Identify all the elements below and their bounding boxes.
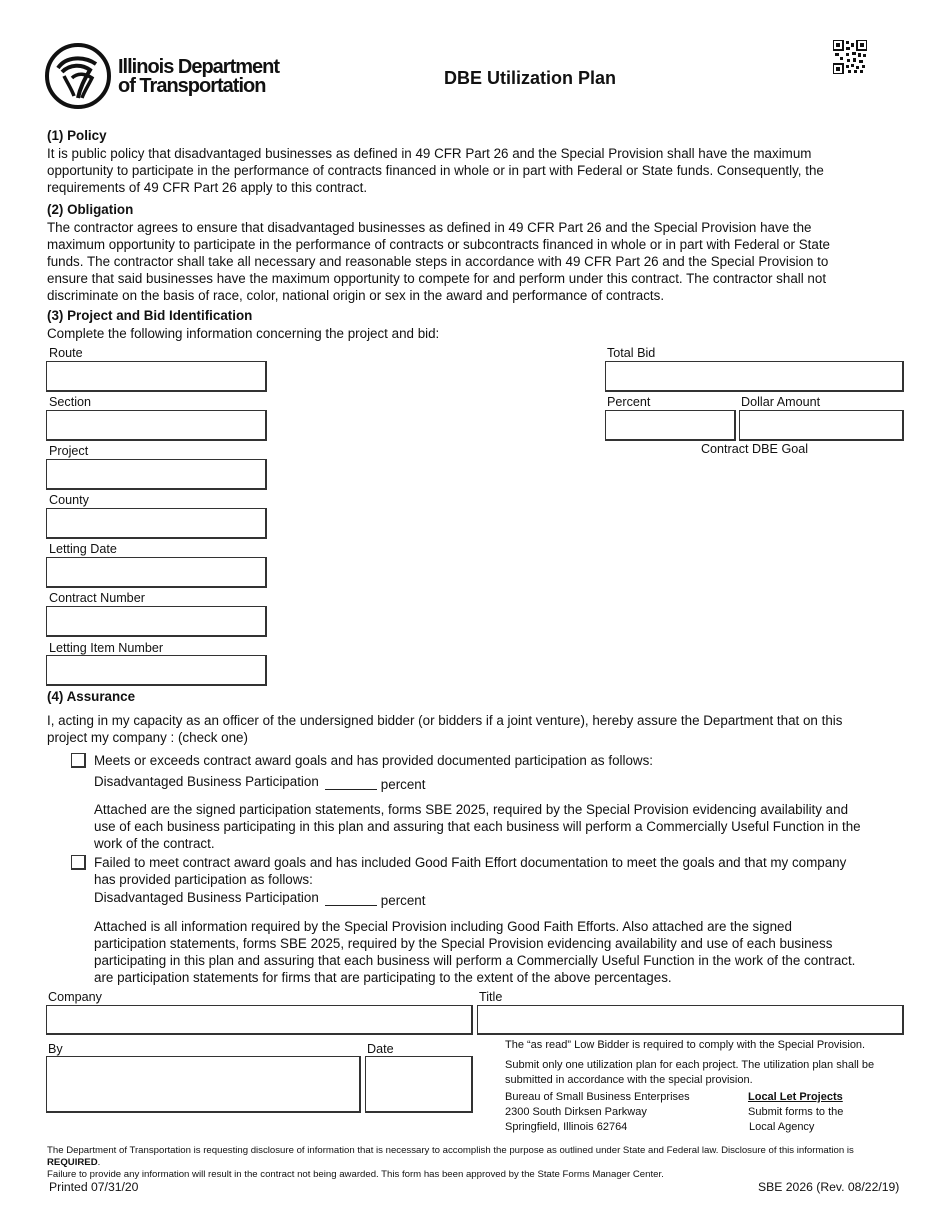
attached-line: Attached are the signed participation statements, forms SBE 2025, required by the Special Provision evidencing availability and [94, 802, 849, 817]
project-heading: (3) Project and Bid Identification [47, 308, 253, 323]
obligation-heading: (2) Obligation [47, 202, 134, 217]
form-id: SBE 2026 (Rev. 08/22/19) [758, 1180, 900, 1194]
assurance-intro-line: project my company : (check one) [47, 730, 248, 745]
contract-number-field[interactable] [46, 606, 267, 637]
bureau-street: 2300 South Dirksen Parkway [505, 1106, 647, 1118]
contract-dbe-goal-caption: Contract DBE Goal [700, 442, 809, 456]
attached-line: work of the contract. [94, 836, 215, 851]
participation-percent-input[interactable] [325, 892, 377, 906]
agency-logo [44, 42, 304, 112]
contract-number-label: Contract Number [49, 591, 145, 605]
project-intro: Complete the following information concerning the project and bid: [47, 326, 440, 341]
assurance-heading: (4) Assurance [47, 689, 136, 704]
total-bid-field[interactable] [605, 361, 904, 392]
title-label: Title [479, 990, 503, 1004]
printed-date: Printed 07/31/20 [49, 1180, 139, 1194]
total-bid-label: Total Bid [607, 346, 656, 360]
local-let-heading: Local Let Projects [748, 1091, 843, 1103]
date-field[interactable] [365, 1056, 473, 1113]
failed-goals-checkbox[interactable] [71, 855, 86, 870]
letting-item-number-field[interactable] [46, 655, 267, 686]
disclosure-line-2: Failure to provide any information will result in the contract not being awarded. This form has been approved by the State Forms Manager Center. [47, 1169, 664, 1180]
submit-note-line: Submit only one utilization plan for each project. The utilization plan shall be [505, 1059, 875, 1071]
attached-line: participation statements, forms SBE 2025, required by the Special Provision evidencing availability and use of each business [94, 936, 833, 951]
obligation-line: maximum opportunity to participate in the performance of contracts or subcontracts financed in whole or in part with Federal or State [47, 237, 830, 252]
participation-row-1 [94, 773, 425, 790]
company-field[interactable] [46, 1005, 473, 1035]
participation-label: Disadvantaged Business Participation [94, 774, 319, 789]
project-field[interactable] [46, 459, 267, 490]
section-field[interactable] [46, 410, 267, 441]
low-bidder-note: The “as read” Low Bidder is required to comply with the Special Provision. [505, 1039, 866, 1051]
section-label: Section [49, 395, 92, 409]
obligation-line: The contractor agrees to ensure that disadvantaged businesses as defined in 49 CFR Part 26 and the Special Provision have the [47, 220, 812, 235]
bureau-name: Bureau of Small Business Enterprises [505, 1091, 690, 1103]
bureau-address [505, 1090, 690, 1135]
local-let-line: Submit forms to the [748, 1106, 844, 1118]
letting-date-field[interactable] [46, 557, 267, 588]
county-field[interactable] [46, 508, 267, 539]
by-signature-field[interactable] [46, 1056, 361, 1113]
attached-line: use of each business participating in this plan and assuring that each business will perform a Commercially Useful Function in the [94, 819, 861, 834]
company-label: Company [48, 990, 102, 1004]
agency-name-line1: Illinois Department [118, 56, 280, 78]
policy-line: It is public policy that disadvantaged businesses as defined in 49 CFR Part 26 and the Special Provision shall have the maximum [47, 146, 812, 161]
policy-heading: (1) Policy [47, 128, 107, 143]
dollar-amount-field[interactable] [739, 410, 904, 441]
assurance-intro-line: I, acting in my capacity as an officer of the undersigned bidder (or bidders if a joint venture), hereby assure the Department that on this [47, 713, 843, 728]
letting-item-number-label: Letting Item Number [49, 641, 164, 655]
obligation-line: ensure that said businesses have the maximum opportunity to compete for and perform under this contract. The contractor shall not [47, 271, 827, 286]
document-title: DBE Utilization Plan [444, 68, 617, 88]
meets-goals-text: Meets or exceeds contract award goals and has provided documented participation as follows: [94, 753, 654, 768]
option1-attached-text [94, 801, 904, 852]
disclosure-statement [47, 1145, 907, 1181]
idot-logo-icon [44, 42, 112, 110]
failed-goals-line: Failed to meet contract award goals and has included Good Faith Effort documentation to meet the goals and that my company [94, 855, 847, 870]
letting-date-label: Letting Date [49, 542, 117, 556]
bureau-city: Springfield, Illinois 62764 [505, 1121, 628, 1133]
project-label: Project [49, 444, 89, 458]
attached-line: Attached is all information required by the Special Provision including Good Faith Efforts. Also attached are the signed [94, 919, 792, 934]
local-let-projects [748, 1090, 843, 1135]
policy-text [47, 145, 907, 196]
failed-goals-text [94, 854, 904, 888]
meets-goals-checkbox[interactable] [71, 753, 86, 768]
participation-row-2 [94, 889, 425, 906]
submit-note [505, 1058, 905, 1088]
participation-percent-input[interactable] [325, 776, 377, 790]
percent-unit: percent [380, 893, 426, 908]
obligation-line: discriminate on the basis of race, color, national origin or sex in the award and performance of contracts. [47, 288, 665, 303]
obligation-text [47, 219, 907, 304]
percent-field[interactable] [605, 410, 736, 441]
option2-attached-text [94, 918, 909, 986]
attached-line: participating in this plan and assuring that each business will perform a Commercially Useful Function in the work of the contract. [94, 953, 856, 968]
obligation-line: funds. The contractor shall take all necessary and reasonable steps in accordance with 49 CFR Part 26 and the Special Provision to [47, 254, 829, 269]
agency-name-line2: of Transportation [118, 75, 266, 97]
participation-label: Disadvantaged Business Participation [94, 890, 319, 905]
assurance-intro [47, 712, 907, 746]
disclosure-line-1: The Department of Transportation is requesting disclosure of information that is necessary to accomplish the purpose as outlined under State and Federal law. Disclosure of this information is REQUIRED. [47, 1145, 854, 1168]
date-label: Date [367, 1042, 394, 1056]
title-field[interactable] [477, 1005, 904, 1035]
attached-line: are participation statements for firms that are participating to the extent of the above percentages. [94, 970, 672, 985]
by-label: By [48, 1042, 63, 1056]
dollar-amount-label: Dollar Amount [741, 395, 821, 409]
qr-code-icon [833, 40, 867, 74]
policy-line: opportunity to participate in the performance of contracts financed in whole or in part with Federal or State funds. Consequently, the [47, 163, 824, 178]
submit-note-line: submitted in accordance with the special provision. [505, 1074, 753, 1086]
policy-line: requirements of 49 CFR Part 26 apply to this contract. [47, 180, 368, 195]
local-let-line: Local Agency [749, 1121, 815, 1133]
county-label: County [49, 493, 89, 507]
percent-unit: percent [380, 777, 426, 792]
percent-label: Percent [607, 395, 651, 409]
route-field[interactable] [46, 361, 267, 392]
route-label: Route [49, 346, 83, 360]
failed-goals-line: has provided participation as follows: [94, 872, 313, 887]
